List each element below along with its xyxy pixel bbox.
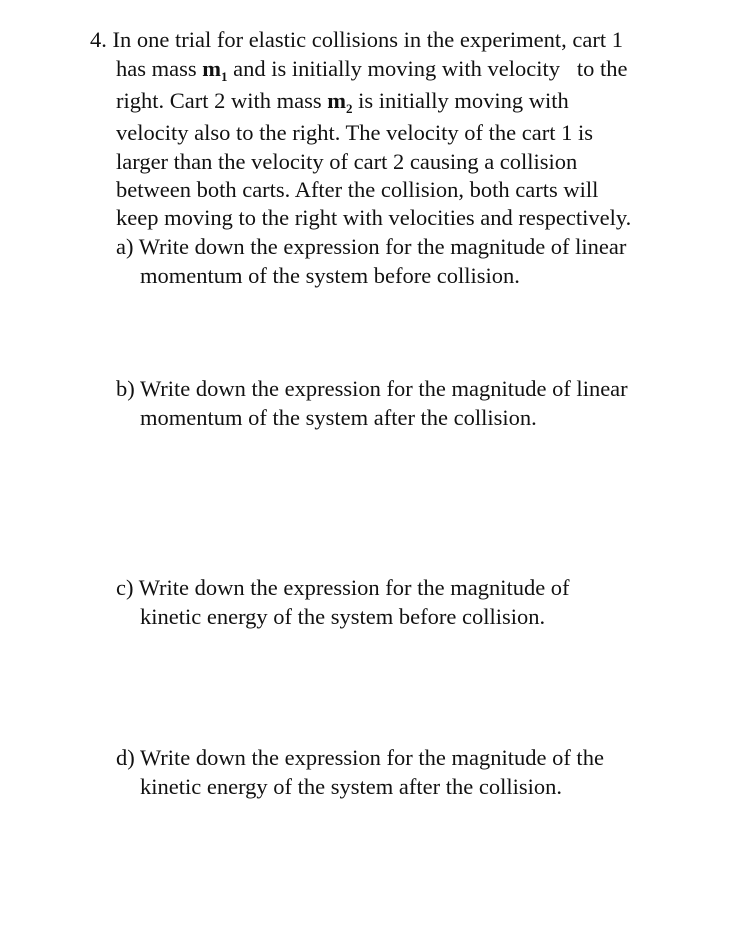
question-intro-3-pre: right. Cart 2 with mass xyxy=(116,88,322,113)
part-b-line-1: b) Write down the expression for the magnitude of linear xyxy=(116,376,628,401)
question-intro-5: larger than the velocity of cart 2 causing a collision xyxy=(116,149,578,174)
mass-1-symbol: $m_1$ xyxy=(202,56,228,84)
part-b-line-2: momentum of the system after the collision. xyxy=(140,405,537,430)
question-line-3 xyxy=(116,87,569,115)
part-a-line-1: a) Write down the expression for the magnitude of linear xyxy=(116,234,627,259)
question-intro-2-end: to the xyxy=(576,56,628,81)
mass-2-symbol: $m_2$ xyxy=(327,88,353,116)
question-line-1 xyxy=(90,26,623,54)
question-line-2 xyxy=(116,55,627,83)
part-d-line-2: kinetic energy of the system after the collision. xyxy=(140,774,562,799)
part-d-line-1: d) Write down the expression for the magnitude of the xyxy=(116,745,604,770)
question-intro-3-post: is initially moving with xyxy=(358,88,569,113)
question-number: 4. xyxy=(90,27,107,52)
question-intro-6: between both carts. After the collision, both carts will xyxy=(116,177,599,202)
question-intro-1: In one trial for elastic collisions in the experiment, cart 1 xyxy=(112,27,623,52)
part-a-line-2: momentum of the system before collision. xyxy=(140,263,520,288)
question-intro-7: keep moving to the right with velocities and respectively. xyxy=(116,205,632,230)
part-c-line-1: c) Write down the expression for the magnitude of xyxy=(116,575,570,600)
question-intro-4: velocity also to the right. The velocity of the cart 1 is xyxy=(116,120,593,145)
part-c-line-2: kinetic energy of the system before collision. xyxy=(140,604,546,629)
question-intro-2-pre: has mass xyxy=(116,56,197,81)
question-intro-2-post: and is initially moving with velocity xyxy=(233,56,560,81)
